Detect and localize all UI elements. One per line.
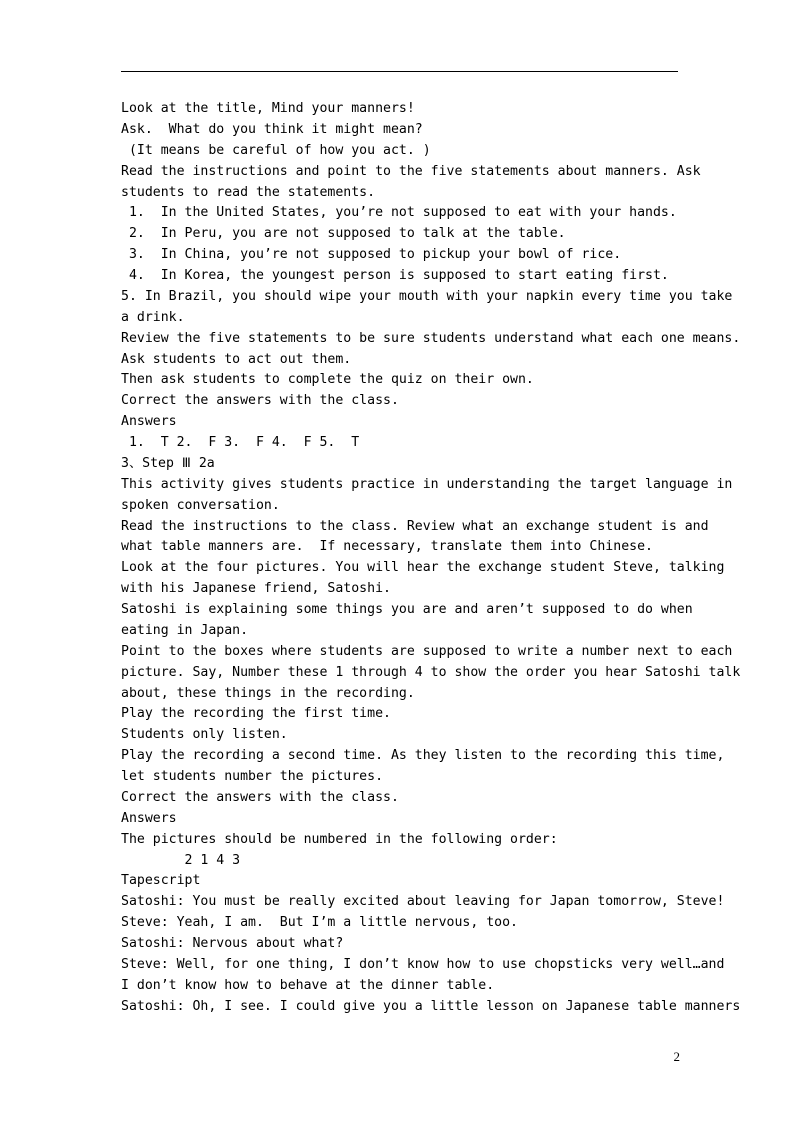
- body-text: [121, 99, 741, 1018]
- text-line: Read the instructions and point to the five statements about manners. Ask: [121, 163, 701, 179]
- answers-quiz: 1. T 2. F 3. F 4. F 5. T: [121, 435, 360, 450]
- text-line: what table manners are. If necessary, translate them into Chinese.: [121, 539, 653, 555]
- text-line: with his Japanese friend, Satoshi.: [121, 581, 391, 597]
- text-line-ask: Ask. What do you think it might mean?: [121, 121, 423, 137]
- answers-heading: Answers: [121, 414, 177, 430]
- text-line: Review the five statements to be sure students understand what each one means.: [121, 330, 741, 346]
- text-line: a drink.: [121, 309, 185, 325]
- statement-item-5: 5. In Brazil, you should wipe your mouth with your napkin every time you take: [121, 288, 733, 304]
- text-line: Read the instructions to the class. Review what an exchange student is and: [121, 518, 709, 534]
- statement-item-4: 4. In Korea, the youngest person is supposed to start eating first.: [121, 268, 669, 283]
- dialogue-line: Satoshi: Nervous about what?: [121, 936, 344, 951]
- text-line: The pictures should be numbered in the following order:: [121, 831, 558, 847]
- dialogue-line: Steve: Yeah, I am. But I’m a little nervous, too.: [121, 915, 518, 931]
- page-number: 2: [673, 1049, 680, 1064]
- statement-item-2: 2. In Peru, you are not supposed to talk at the table.: [121, 226, 566, 242]
- text-line: Ask students to act out them.: [121, 351, 352, 367]
- text-line: Point to the boxes where students are supposed to write a number next to each: [121, 643, 733, 659]
- text-line: students to read the statements.: [121, 184, 376, 200]
- text-line: Correct the answers with the class.: [121, 789, 399, 805]
- text-line: Students only listen.: [121, 727, 288, 743]
- dialogue-line: Steve: Well, for one thing, I don’t know how to use chopsticks very well…and: [121, 956, 725, 972]
- text-line: picture. Say, Number these 1 through 4 to show the order you hear Satoshi talk: [121, 664, 741, 680]
- text-line: Correct the answers with the class.: [121, 393, 399, 409]
- answers-heading: Answers: [121, 810, 177, 826]
- text-line: Satoshi is explaining some things you are and aren’t supposed to do when: [121, 602, 693, 617]
- statement-item-3: 3. In China, you’re not supposed to pickup your bowl of rice.: [121, 247, 622, 263]
- text-line: Then ask students to complete the quiz on their own.: [121, 372, 534, 388]
- text-line: spoken conversation.: [121, 497, 280, 513]
- text-line: eating in Japan.: [121, 622, 249, 638]
- header-rule: [121, 71, 678, 72]
- dialogue-line: I don’t know how to behave at the dinner table.: [121, 977, 495, 993]
- text-line: Play the recording a second time. As they listen to the recording this time,: [121, 748, 725, 764]
- text-line: This activity gives students practice in understanding the target language in: [121, 476, 733, 492]
- text-line-meaning: (It means be careful of how you act. ): [121, 142, 431, 158]
- text-line-title-reference: Look at the title, Mind your manners!: [121, 101, 415, 116]
- text-line: about, these things in the recording.: [121, 685, 415, 701]
- tapescript-heading: Tapescript: [121, 873, 201, 889]
- step-heading: 3、Step Ⅲ 2a: [121, 455, 215, 471]
- text-line: Play the recording the first time.: [121, 706, 391, 722]
- dialogue-line: Satoshi: Oh, I see. I could give you a little lesson on Japanese table manners: [121, 998, 741, 1014]
- text-line: Look at the four pictures. You will hear the exchange student Steve, talking: [121, 560, 725, 576]
- dialogue-line: Satoshi: You must be really excited about leaving for Japan tomorrow, Steve!: [121, 894, 725, 910]
- answers-order: 2 1 4 3: [121, 852, 241, 868]
- statement-item-1: 1. In the United States, you’re not supposed to eat with your hands.: [121, 205, 677, 221]
- text-line: let students number the pictures.: [121, 769, 384, 784]
